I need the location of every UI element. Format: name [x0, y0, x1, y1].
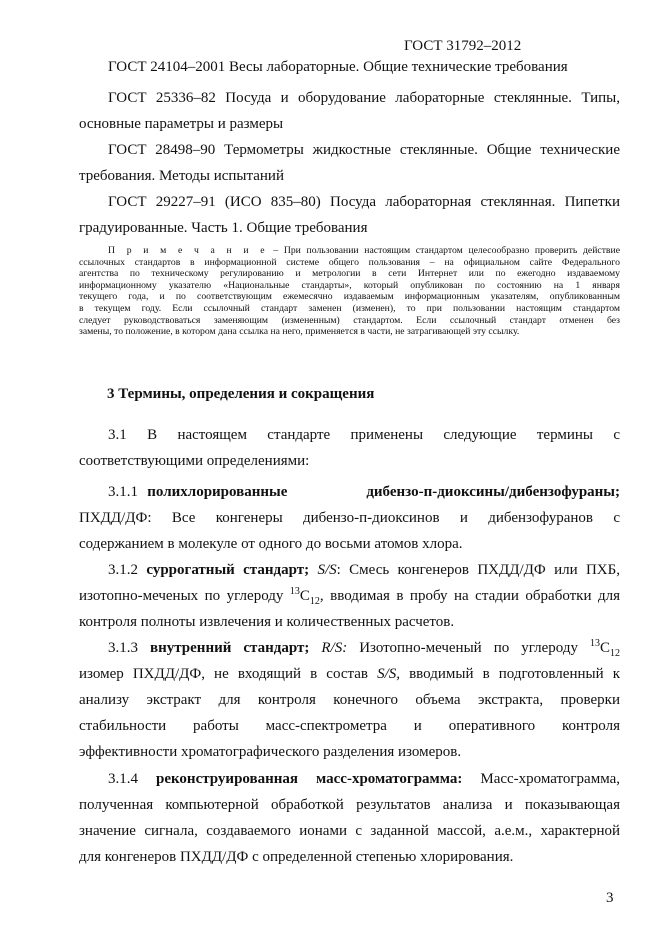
clause-3-1-4: 3.1.4 реконструированная масс-хроматограмма: Масс-хроматограмма, полученная компьютерной обработкой результатов анализа и показывающая значение сигнала, создаваемого ионами с заданной массой, а.е.м., характерной для конгенеров ПХДД/ДФ с определенной степенью хлорирования. [79, 771, 621, 865]
standard-header: ГОСТ 31792–2012 [404, 38, 522, 54]
reference-item: ГОСТ 25336–82 Посуда и оборудование лабораторные стеклянные. Типы, основные параметры и размеры [79, 90, 620, 132]
note-label: П р и м е ч а н и е [108, 245, 268, 256]
note-block: П р и м е ч а н и е – При пользовании настоящим стандартом целесообразно проверить действие ссылочных стандартов в информационной системе общего пользования – на официальном сайте Федерального агентства по техническому регулированию и метрологии в сети Интернет или по ежегодно издаваемому информационному указателю «Национальные стандарты», который опубликован по состоянию на 1 января текущего года, и по соответствующим ежемесячно издаваемым информационным указателям, опубликованным в текущем году. Если ссылочный стандарт заменен (изменен), то при пользовании настоящим стандартом следует руководствоваться заменяющим (измененным) стандартом. Если ссылочный стандарт отменен без замены, то положение, в котором дана ссылка на него, применяется в части, не затрагивающей эту ссылку. [79, 245, 620, 338]
term: полихлорированные [147, 484, 288, 500]
reference-item: ГОСТ 24104–2001 Весы лабораторные. Общие технические требования [108, 59, 568, 75]
term: внутренний стандарт; [150, 640, 310, 656]
page-number: 3 [606, 890, 614, 906]
clause-3-1-3: 3.1.3 внутренний стандарт; R/S: Изотопно-меченый по углероду $^{13}C_{12}$ изомер ПХДД/ДФ, не входящий в состав S/S, вводимый в подготовленный к анализу экстракт для контроля конечного объема экстракта, проверки стабильности работы масс-спектрометра и оперативного контроля эффективности хроматографического разделения изомеров. [79, 638, 620, 760]
clause-3-1-1: 3.1.1 полихлорированные дибензо-п-диоксины/дибензофураны; ПХДД/ДФ: Все конгенеры дибензо-п-диоксинов и дибензофуранов с содержанием в молекуле от одного до восьми атомов хлора. [79, 484, 621, 552]
reference-item: ГОСТ 28498–90 Термометры жидкостные стеклянные. Общие технические требования. Методы испытаний [79, 142, 620, 184]
term: реконструированная масс-хроматограмма: [155, 771, 463, 787]
clause-3-1: 3.1 В настоящем стандарте применены следующие термины с соответствующими определениями: [79, 427, 620, 469]
section-heading: 3 Термины, определения и сокращения [107, 386, 375, 402]
reference-item: ГОСТ 29227–91 (ИСО 835–80) Посуда лабораторная стеклянная. Пипетки градуированные. Часть 1. Общие требования [79, 194, 620, 236]
term: суррогатный стандарт; [146, 562, 310, 578]
clause-3-1-2: 3.1.2 суррогатный стандарт; S/S: Смесь конгенеров ПХДД/ДФ или ПХБ, изотопно-меченых по углероду $^{13}C_{12}$, вводимая в пробу на стадии обработки для контроля полноты извлечения и количественных расчетов. [79, 562, 621, 630]
